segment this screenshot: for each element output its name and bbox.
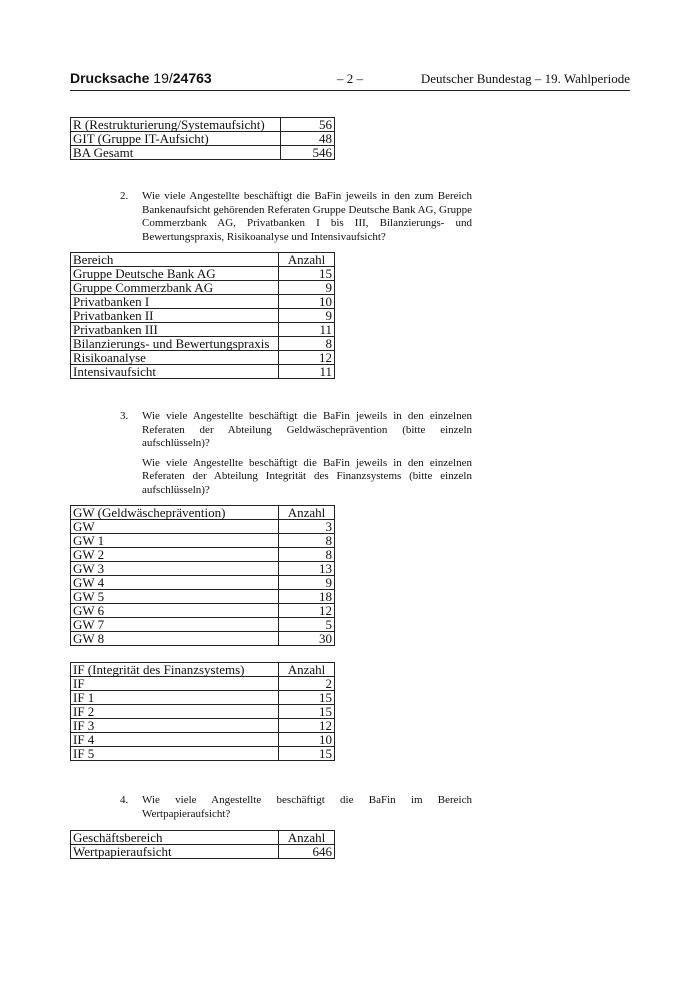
table-row bbox=[71, 351, 335, 365]
table-row bbox=[71, 747, 335, 761]
column-header: Anzahl bbox=[279, 831, 335, 845]
cell-value: 10 bbox=[279, 733, 335, 747]
doc-number-prefix: 19/ bbox=[153, 70, 173, 86]
cell-label: Privatbanken I bbox=[71, 295, 279, 309]
cell-label: GW bbox=[71, 520, 279, 534]
cell-value: 5 bbox=[279, 618, 335, 632]
table-row bbox=[71, 719, 335, 733]
cell-value: 12 bbox=[279, 604, 335, 618]
table-row bbox=[71, 604, 335, 618]
page-number: – 2 – bbox=[337, 71, 363, 86]
table-row bbox=[71, 309, 335, 323]
cell-value: 2 bbox=[279, 677, 335, 691]
cell-label: GW 1 bbox=[71, 534, 279, 548]
table-header-row bbox=[71, 831, 335, 845]
cell-label: GIT (Gruppe IT-Aufsicht) bbox=[71, 132, 281, 146]
table-row bbox=[71, 323, 335, 337]
question-3 bbox=[120, 410, 472, 503]
table-row bbox=[71, 632, 335, 646]
table-geldwaescheraevention bbox=[70, 505, 335, 646]
cell-value: 3 bbox=[279, 520, 335, 534]
table-integritaet-finanzsystem bbox=[70, 662, 335, 761]
column-header: Anzahl bbox=[279, 506, 335, 520]
cell-value: 11 bbox=[279, 323, 335, 337]
table-row bbox=[71, 132, 335, 146]
column-header: GW (Geldwäscheprävention) bbox=[71, 506, 279, 520]
table-row bbox=[71, 520, 335, 534]
cell-label: IF 2 bbox=[71, 705, 279, 719]
table-row bbox=[71, 845, 335, 859]
table-row bbox=[71, 281, 335, 295]
table-row bbox=[71, 267, 335, 281]
cell-label: IF 1 bbox=[71, 691, 279, 705]
cell-label: GW 5 bbox=[71, 590, 279, 604]
cell-label: IF 3 bbox=[71, 719, 279, 733]
cell-value: 8 bbox=[279, 548, 335, 562]
question-number: 3. bbox=[120, 410, 129, 422]
cell-value: 15 bbox=[279, 267, 335, 281]
question-number: 4. bbox=[120, 794, 129, 806]
question-text-a: Wie viele Angestellte beschäftigt die BaFin jeweils in den einzelnen Referaten der Abteilung Geldwäscheprävention (bitte einzeln aufschlüsseln)? bbox=[142, 410, 472, 449]
cell-label: IF 4 bbox=[71, 733, 279, 747]
question-2 bbox=[120, 190, 472, 250]
cell-label: Intensivaufsicht bbox=[71, 365, 279, 379]
cell-label: Risikoanalyse bbox=[71, 351, 279, 365]
table-row bbox=[71, 337, 335, 351]
column-header: Anzahl bbox=[279, 663, 335, 677]
cell-label: R (Restrukturierung/Systemaufsicht) bbox=[71, 118, 281, 132]
column-header: IF (Integrität des Finanzsystems) bbox=[71, 663, 279, 677]
cell-label: Bilanzierungs- und Bewertungspraxis bbox=[71, 337, 279, 351]
table-row bbox=[71, 733, 335, 747]
table-row bbox=[71, 691, 335, 705]
cell-value: 18 bbox=[279, 590, 335, 604]
table-banking-supervision bbox=[70, 252, 335, 379]
cell-label: Privatbanken III bbox=[71, 323, 279, 337]
cell-label: GW 8 bbox=[71, 632, 279, 646]
question-text-b: Wie viele Angestellte beschäftigt die BaFin jeweils in den einzelnen Referaten der Abteilung Integrität des Finanzsystems (bitte einzeln aufschlüsseln)? bbox=[142, 456, 472, 496]
cell-value: 9 bbox=[279, 281, 335, 295]
cell-label: GW 4 bbox=[71, 576, 279, 590]
question-4 bbox=[120, 794, 472, 827]
cell-label: GW 7 bbox=[71, 618, 279, 632]
question-text: Wie viele Angestellte beschäftigt die BaFin jeweils in den zum Bereich Bankenaufsicht gehörenden Referaten Gruppe Deutsche Bank AG, Gruppe Commerzbank AG, Privatbanken I bis III, Bilanzierungs- und Bewertungspraxis, Risikoanalyse und Intensivaufsicht? bbox=[142, 190, 472, 243]
cell-value: 8 bbox=[279, 534, 335, 548]
cell-label: GW 6 bbox=[71, 604, 279, 618]
table-ba-summary bbox=[70, 117, 335, 160]
doc-label: Drucksache bbox=[70, 70, 150, 86]
cell-label: BA Gesamt bbox=[71, 146, 281, 160]
question-text: Wie viele Angestellte beschäftigt die BaFin im Bereich Wertpapieraufsicht? bbox=[142, 794, 472, 820]
table-row bbox=[71, 534, 335, 548]
doc-number-suffix: 24763 bbox=[172, 70, 212, 86]
cell-value: 56 bbox=[281, 118, 335, 132]
cell-label: IF 5 bbox=[71, 747, 279, 761]
cell-value: 546 bbox=[281, 146, 335, 160]
table-row bbox=[71, 118, 335, 132]
table-row bbox=[71, 576, 335, 590]
table-row bbox=[71, 618, 335, 632]
cell-value: 12 bbox=[279, 719, 335, 733]
cell-value: 15 bbox=[279, 747, 335, 761]
column-header: Bereich bbox=[71, 253, 279, 267]
table-header-row bbox=[71, 253, 335, 267]
table-row bbox=[71, 562, 335, 576]
cell-label: Wertpapieraufsicht bbox=[71, 845, 279, 859]
table-header-row bbox=[71, 506, 335, 520]
table-row bbox=[71, 705, 335, 719]
cell-value: 10 bbox=[279, 295, 335, 309]
column-header: Geschäftsbereich bbox=[71, 831, 279, 845]
table-row bbox=[71, 590, 335, 604]
table-row bbox=[71, 548, 335, 562]
table-row bbox=[71, 295, 335, 309]
cell-value: 30 bbox=[279, 632, 335, 646]
cell-value: 9 bbox=[279, 309, 335, 323]
cell-label: Gruppe Commerzbank AG bbox=[71, 281, 279, 295]
table-row bbox=[71, 146, 335, 160]
column-header: Anzahl bbox=[279, 253, 335, 267]
cell-label: Privatbanken II bbox=[71, 309, 279, 323]
cell-value: 15 bbox=[279, 705, 335, 719]
cell-value: 11 bbox=[279, 365, 335, 379]
table-wertpapieraufsicht bbox=[70, 830, 335, 859]
page-header bbox=[70, 70, 630, 91]
cell-label: Gruppe Deutsche Bank AG bbox=[71, 267, 279, 281]
cell-value: 12 bbox=[279, 351, 335, 365]
cell-value: 13 bbox=[279, 562, 335, 576]
cell-value: 8 bbox=[279, 337, 335, 351]
cell-value: 15 bbox=[279, 691, 335, 705]
cell-label: IF bbox=[71, 677, 279, 691]
cell-label: GW 2 bbox=[71, 548, 279, 562]
cell-value: 646 bbox=[279, 845, 335, 859]
cell-label: GW 3 bbox=[71, 562, 279, 576]
table-row bbox=[71, 677, 335, 691]
table-header-row bbox=[71, 663, 335, 677]
cell-value: 48 bbox=[281, 132, 335, 146]
table-row bbox=[71, 365, 335, 379]
parliament-label: Deutscher Bundestag – 19. Wahlperiode bbox=[420, 71, 630, 86]
cell-value: 9 bbox=[279, 576, 335, 590]
question-number: 2. bbox=[120, 190, 129, 202]
